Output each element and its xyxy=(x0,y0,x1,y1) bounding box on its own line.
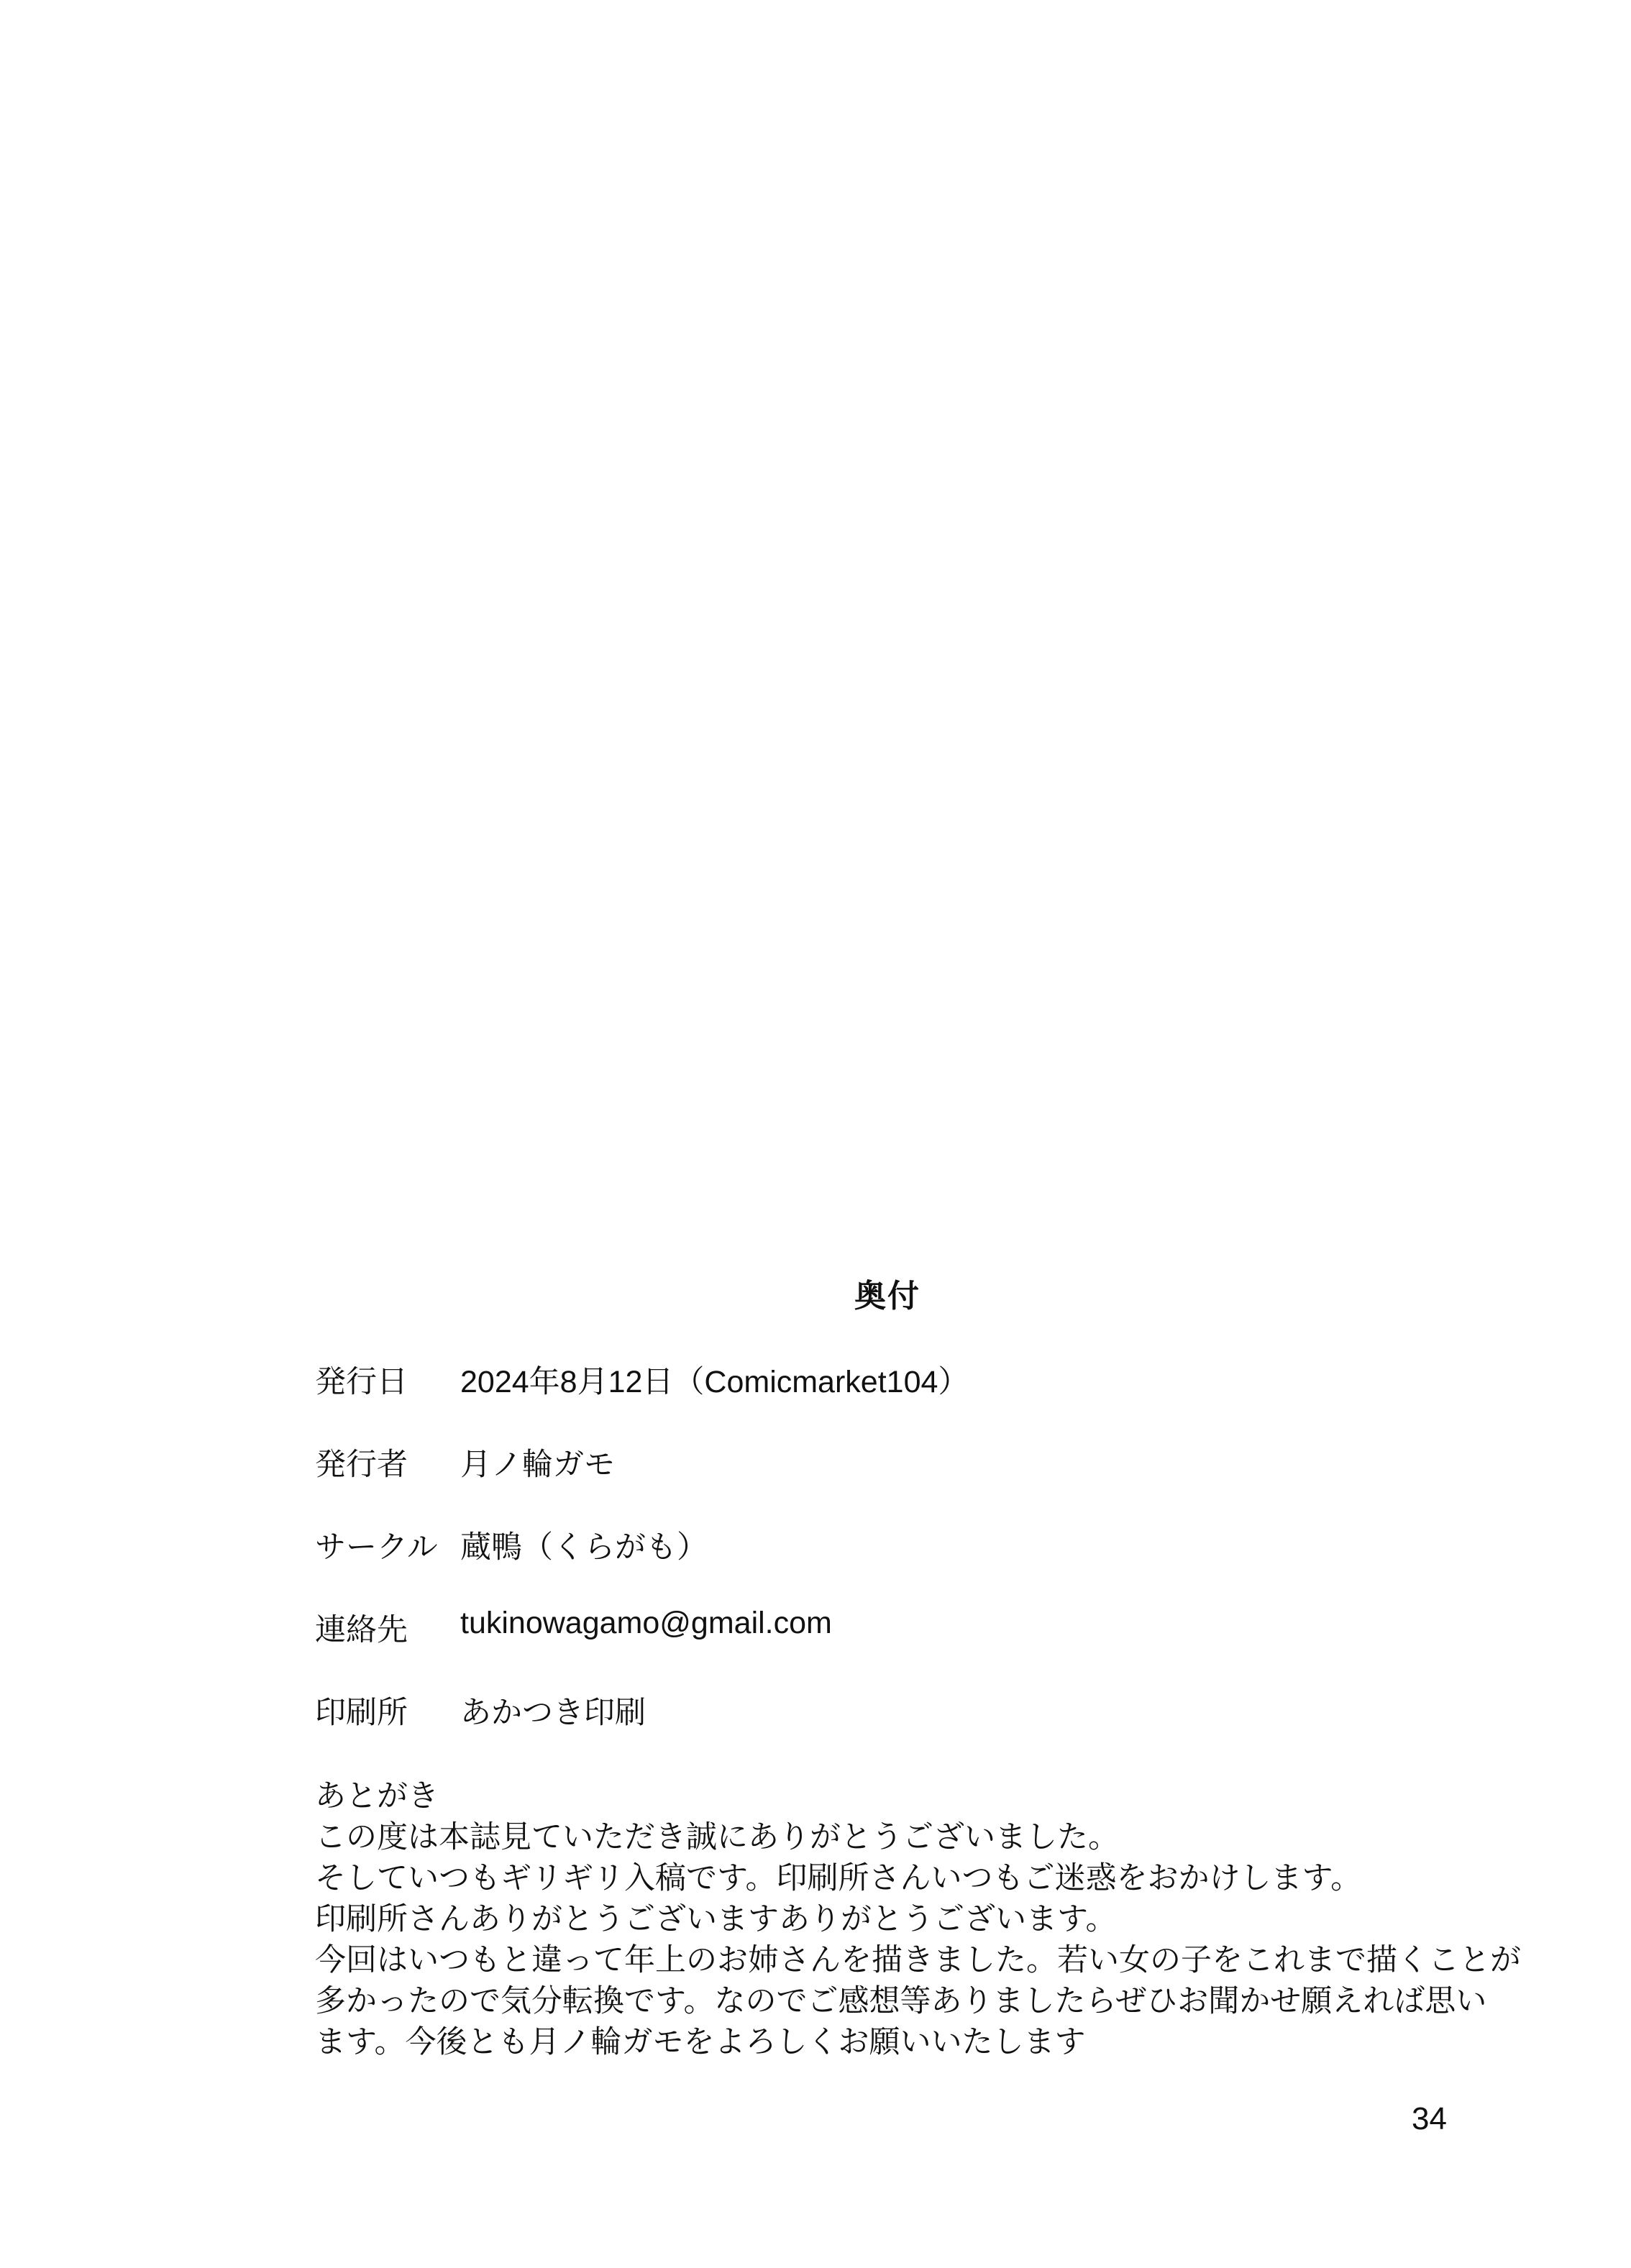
colophon-row-label: 連絡先 xyxy=(315,1613,408,1647)
page-title: 奥付 xyxy=(854,1279,920,1314)
afterword-section xyxy=(315,1776,1521,2063)
colophon-row xyxy=(315,1440,1460,1484)
colophon-row-label: 印刷所 xyxy=(315,1696,408,1730)
colophon-row-value: 月ノ輪ガモ xyxy=(460,1448,615,1482)
afterword-line: この度は本誌見ていただき誠にありがとうございました。 xyxy=(315,1820,1119,1855)
colophon-row-value: 2024年8月12日（Comicmarket104） xyxy=(460,1365,969,1399)
page-number: 34 xyxy=(1412,2101,1447,2136)
colophon-row-label: 発行日 xyxy=(315,1365,408,1399)
afterword-line: そしていつもギリギリ入稿です。印刷所さんいつもご迷惑をおかけします。 xyxy=(315,1861,1362,1896)
colophon-row xyxy=(315,1523,1460,1567)
colophon-row xyxy=(315,1358,1460,1402)
colophon-row-value: あかつき印刷 xyxy=(460,1696,646,1730)
afterword-line: 多かったので気分転換です。なのでご感想等ありましたらぜひお聞かせ願えれば思い xyxy=(315,1984,1487,2018)
colophon-row-label: サークル xyxy=(315,1530,438,1565)
colophon-row-value: 蔵鴨（くらがも） xyxy=(460,1530,708,1565)
afterword-line: 今回はいつもと違って年上のお姉さんを描きました。若い女の子をこれまで描くことが xyxy=(315,1943,1521,1977)
afterword-heading: あとがき xyxy=(315,1779,439,1814)
afterword-line: ます。今後とも月ノ輪ガモをよろしくお願いいたします xyxy=(315,2025,1086,2059)
afterword-line: 印刷所さんありがとうございますありがとうございます。 xyxy=(315,1902,1117,1937)
colophon-row-value: tukinowagamo@gmail.com xyxy=(460,1606,832,1640)
colophon-row xyxy=(315,1688,1460,1732)
colophon-row-label: 発行者 xyxy=(315,1448,408,1482)
colophon-row xyxy=(315,1606,1460,1650)
